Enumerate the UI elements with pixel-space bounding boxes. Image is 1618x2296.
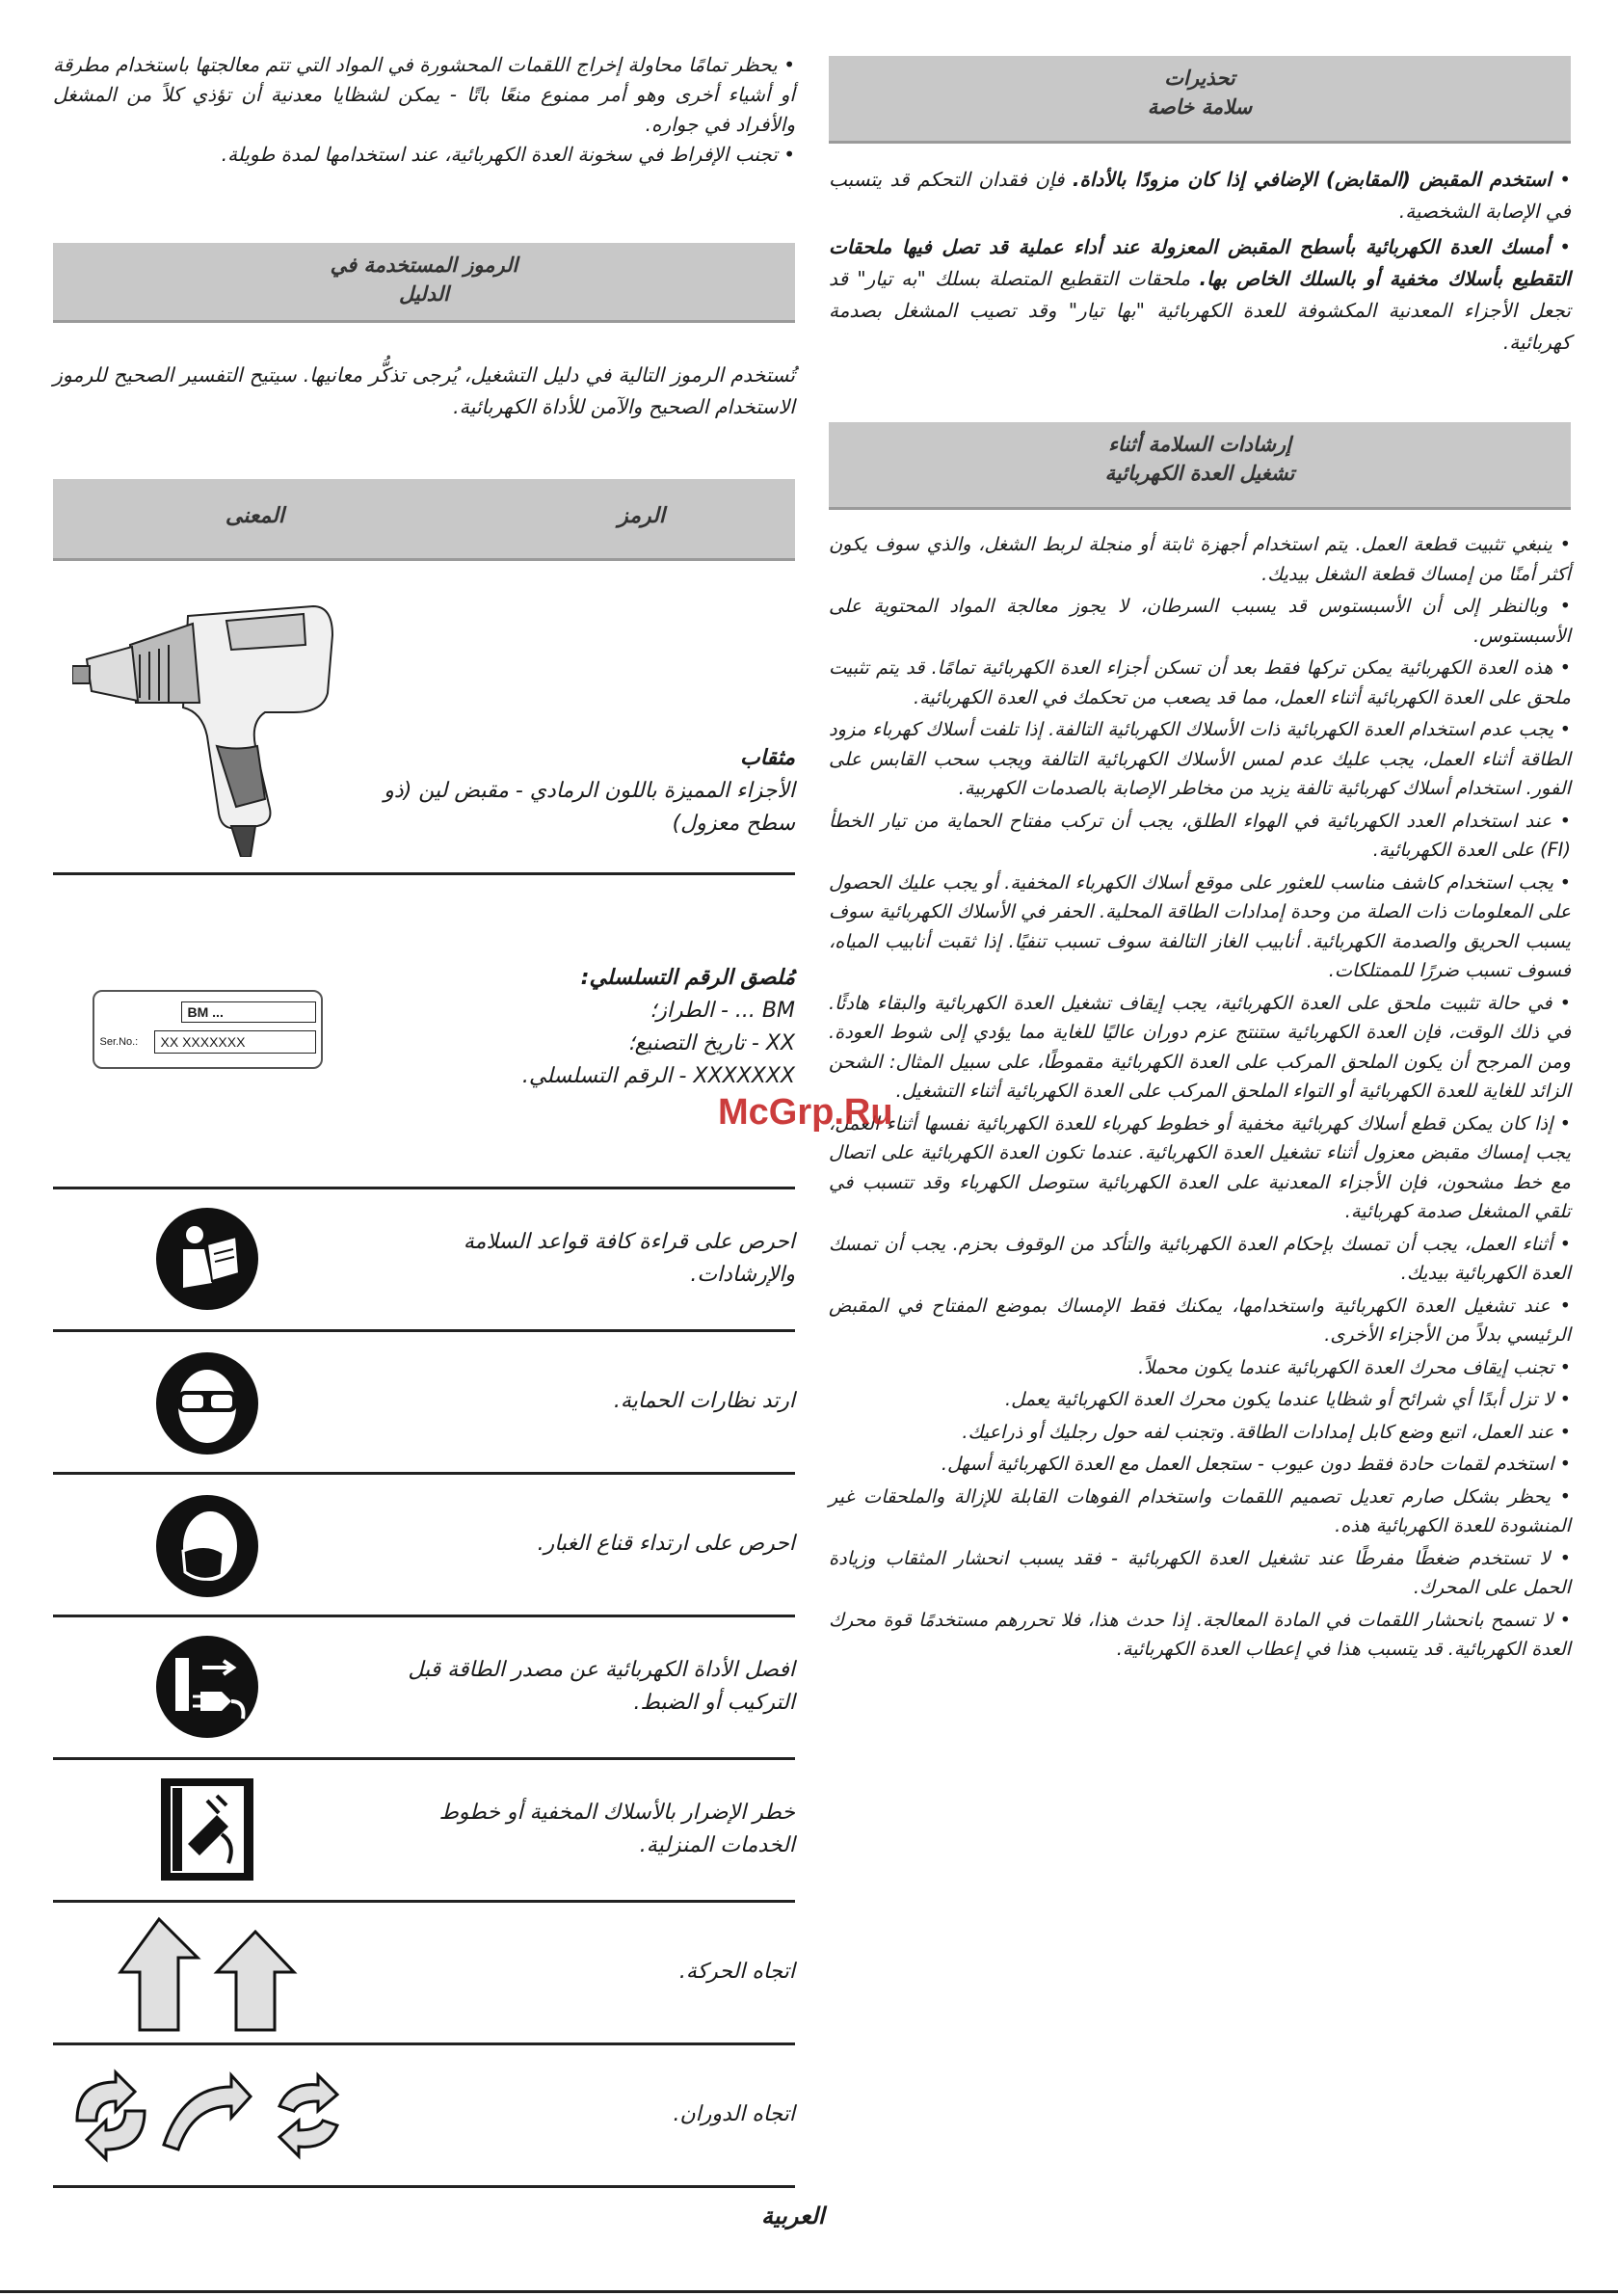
- top-bullet-text: تجنب الإفراط في سخونة العدة الكهربائية، عند استخدامها لمدة طويلة.: [221, 143, 778, 166]
- page-language-footer: العربية: [761, 2203, 825, 2229]
- direction-arrows-icon: [53, 1914, 361, 2035]
- warning-bold: استخدم المقبض (المقابض) الإضافي إذا كان مزودًا بالأداة.: [1072, 168, 1552, 191]
- table-row: [53, 1617, 795, 1760]
- instruction-text: ينبغي تثبيت قطعة العمل. يتم استخدام أجهزة ثابتة أو منجلة لربط الشغل، والذي سوف يكون أكثر أمنًا من إمساك قطعة الشغل بيديك.: [829, 533, 1571, 585]
- label-serial-prefix: Ser.No.:: [99, 1036, 139, 1048]
- instruction-text: إذا كان يمكن قطع أسلاك كهربائية مخفية أو خطوط كهرباء للعدة الكهربائية نفسها أثناء العمل، يجب إمساك مقبض معزول أثناء تشغيل العدة الكهربائية. عندما تكون العدة الكهربائية على اتصال مع خط مشحون، فإن الأجزاء المعدنية على العدة الكهربائية ستوصل الكهرباء وقد تتسبب في تلقي المشغل صدمة كهربائية.: [829, 1111, 1571, 1222]
- instruction-item: • يجب عدم استخدام العدة الكهربائية ذات الأسلاك الكهربائية التالفة. إذا تلفت أسلاك كهرباء مزود الطاقة أثناء العمل، يجب عليك عدم لمس الأسلاك الكهربائية التالفة ويجب سحب القابس على الفور. استخدام أسلاك كهربائية تالفة يزيد من مخاطر الإصابة بالصدمات الكهربية.: [829, 718, 1571, 799]
- symbols-header-line2: الدليل: [399, 282, 449, 306]
- header-meaning: المعنى: [225, 504, 284, 528]
- instruction-item: • عند العمل، اتبع وضع كابل إمدادات الطاقة. وتجنب لفه حول رجليك أو ذراعيك.: [962, 1420, 1571, 1443]
- instruction-text: يجب استخدام كاشف مناسب للعثور على موقع أسلاك الكهرباء المخفية. أو يجب عليك الحصول على المعلومات ذات الصلة من وحدة إمدادات الطاقة المحلية. الحفر في الأسلاك الكهربائية سوف يسبب الحريق والصدمة الكهربائية. أنابيب الغاز التالفة سوف تسبب تنفيًا. إذا ثقبت أنابيب المياه، فسوف تسبب ضررًا للممتلكات.: [829, 870, 1571, 981]
- drill-image: [53, 573, 361, 862]
- symbol-meaning: احرص على قراءة كافة قواعد السلامة والإرشادات.: [463, 1230, 795, 1287]
- instruction-item: • لا تستخدم ضغطًا مفرطًا عند تشغيل العدة الكهربائية - فقد يسبب انحشار المثقاب وزيادة الحمل على المحرك.: [829, 1546, 1571, 1598]
- symbol-meaning: ارتد نظارات الحماية.: [613, 1389, 795, 1413]
- watermark: McGrp.Ru: [718, 1092, 893, 1133]
- table-header: [53, 479, 795, 561]
- instructions-header-line1: إرشادات السلامة أثناء: [1108, 433, 1291, 456]
- warning-item: • استخدم المقبض (المقابض) الإضافي إذا كان مزودًا بالأداة. فإن فقدان التحكم قد يتسبب في الإصابة الشخصية.: [829, 168, 1572, 223]
- symbol-meaning: احرص على ارتداء قناع الغبار.: [537, 1532, 795, 1556]
- instruction-text: استخدم لقمات حادة فقط دون عيوب - ستجعل العمل مع العدة الكهربائية أسهل.: [941, 1453, 1554, 1475]
- label-line: XX - تاريخ التصنيع؛: [627, 1031, 795, 1055]
- instruction-item: • عند استخدام العدد الكهربائية في الهواء الطلق، يجب أن تركب مفتاح الحماية من تيار الخطأ (FI) على العدة الكهربائية.: [829, 809, 1571, 861]
- symbol-meaning: خطر الإضرار بالأسلاك المخفية أو خطوط الخدمات المنزلية.: [438, 1801, 795, 1857]
- table-row: [53, 1475, 795, 1617]
- instruction-text: عند العمل، اتبع وضع كابل إمدادات الطاقة. وتجنب لفه حول رجليك أو ذراعيك.: [962, 1420, 1554, 1443]
- label-title: مُلصق الرقم التسلسلي:: [580, 966, 795, 990]
- instruction-text: يجب عدم استخدام العدة الكهربائية ذات الأسلاك الكهربائية التالفة. إذا تلفت أسلاك كهرباء مزود الطاقة أثناء العمل، يجب عليك عدم لمس الأسلاك الكهربائية التالفة ويجب سحب القابس على الفور. استخدام أسلاك كهربائية تالفة يزيد من مخاطر الإصابة بالصدمات الكهربية.: [829, 718, 1571, 799]
- instruction-item: • ينبغي تثبيت قطعة العمل. يتم استخدام أجهزة ثابتة أو منجلة لربط الشغل، والذي سوف يكون أكثر أمنًا من إمساك قطعة الشغل بيديك.: [829, 533, 1571, 585]
- instruction-item: • عند تشغيل العدة الكهربائية واستخدامها، يمكنك فقط الإمساك بموضع المفتاح في المقبض الرئيسي بدلاً من الأجزاء الأخرى.: [829, 1294, 1571, 1346]
- serial-label: [93, 990, 323, 1069]
- top-bullet-item: • يحظر تمامًا محاولة إخراج اللقمات المحشورة في المواد التي تتم معالجتها باستخدام مطرقة أو أشياء أخرى وهو أمر ممنوع منعًا باتًا - يمكن لشظايا معدنية أن تؤذي كلاً من المشغل والأفراد في جواره.: [53, 53, 795, 136]
- unplug-icon: [53, 1629, 361, 1745]
- instruction-item: • لا تسمح بانحشار اللقمات في المادة المعالجة. إذا حدث هذا، فلا تحررهم مستخدمًا قوة محرك العدة الكهربائية. قد يتسبب هذا في إعطاب العدة الكهربائية.: [829, 1608, 1571, 1660]
- instruction-text: هذه العدة الكهربائية يمكن تركها فقط بعد أن تسكن أجزاء العدة الكهربائية تمامًا. قد يتم تثبيت ملحق على العدة الكهربائية أثناء العمل، مما قد يصعب من تحكمك في العدة الكهربائية.: [829, 656, 1571, 708]
- instruction-item: • إذا كان يمكن قطع أسلاك كهربائية مخفية أو خطوط كهرباء للعدة الكهربائية نفسها أثناء العمل، يجب إمساك مقبض معزول أثناء تشغيل العدة الكهربائية. عندما تكون العدة الكهربائية على اتصال مع خط مشحون، فإن الأجزاء المعدنية على العدة الكهربائية ستوصل الكهرباء وقد تتسبب في تلقي المشغل صدمة كهربائية.: [829, 1111, 1571, 1222]
- read-manual-icon: [53, 1201, 361, 1317]
- symbol-meaning: اتجاه الدوران.: [673, 2102, 795, 2126]
- symbol-meaning: اتجاه الحركة.: [678, 1960, 795, 1984]
- rotation-arrows-icon: [53, 2063, 361, 2169]
- warnings-list: [829, 164, 1571, 362]
- drill-description: [381, 742, 795, 841]
- instruction-item: • أثناء العمل، يجب أن تمسك بإحكام العدة الكهربائية والتأكد من الوقوف بحزم. يجب أن تمسك العدة الكهربائية بيديك.: [829, 1232, 1571, 1284]
- table-row: [53, 1332, 795, 1475]
- table-row: [53, 561, 795, 875]
- hidden-wires-icon: [53, 1772, 361, 1887]
- instruction-text: عند تشغيل العدة الكهربائية واستخدامها، يمكنك فقط الإمساك بموضع المفتاح في المقبض الرئيسي بدلاً من الأجزاء الأخرى.: [829, 1294, 1571, 1346]
- table-row: [53, 1760, 795, 1903]
- table-row: [53, 1189, 795, 1332]
- instructions-list: [829, 530, 1571, 1668]
- instruction-text: وبالنظر إلى أن الأسبستوس قد يسبب السرطان، لا يجوز معالجة المواد المحتوية على الأسبستوس.: [829, 595, 1571, 647]
- dust-mask-icon: [53, 1488, 361, 1604]
- instruction-item: • استخدم لقمات حادة فقط دون عيوب - ستجعل العمل مع العدة الكهربائية أسهل.: [941, 1453, 1571, 1475]
- symbols-header-line1: الرموز المستخدمة في: [330, 254, 518, 277]
- top-bullets: [53, 50, 795, 170]
- warnings-header: [829, 56, 1571, 144]
- instructions-header-line2: تشغيل العدة الكهربائية: [1104, 462, 1295, 485]
- instruction-item: • يجب استخدام كاشف مناسب للعثور على موقع أسلاك الكهرباء المخفية. أو يجب عليك الحصول على المعلومات ذات الصلة من وحدة إمدادات الطاقة المحلية. الحفر في الأسلاك الكهربائية سوف يسبب الحريق والصدمة الكهربائية. أنابيب الغاز التالفة سوف تسبب تنفيًا. إذا ثقبت أنابيب المياه، فسوف تسبب ضررًا للممتلكات.: [829, 870, 1571, 981]
- warning-item: • أمسك العدة الكهربائية بأسطح المقبض المعزولة عند أداء عملية قد تصل فيها ملحقات التقطيع بأسلاك مخفية أو بالسلك الخاص بها. ملحقات التقطيع المتصلة بسلك "به تيار" قد تجعل الأجزاء المعدنية المكشوفة للعدة الكهربائية "بها تيار" وقد تصيب المشغل بصدمة كهربائية.: [829, 235, 1571, 354]
- warnings-header-line2: سلامة خاصة: [1147, 95, 1253, 119]
- instruction-item: • وبالنظر إلى أن الأسبستوس قد يسبب السرطان، لا يجوز معالجة المواد المحتوية على الأسبستوس.: [829, 595, 1571, 647]
- symbols-header: [53, 243, 795, 323]
- serial-label-image: [53, 972, 361, 1087]
- instruction-item: • تجنب إيقاف محرك العدة الكهربائية عندما يكون محملاً.: [1138, 1355, 1571, 1378]
- instruction-text: لا تستخدم ضغطًا مفرطًا عند تشغيل العدة الكهربائية - فقد يسبب انحشار المثقاب وزيادة الحمل على المحرك.: [829, 1546, 1571, 1598]
- instruction-text: لا تسمح بانحشار اللقمات في المادة المعالجة. إذا حدث هذا، فلا تحررهم مستخدمًا قوة محرك العدة الكهربائية. قد يتسبب هذا في إعطاب العدة الكهربائية.: [829, 1608, 1571, 1660]
- instructions-header: [829, 422, 1571, 510]
- table-row: [53, 2045, 795, 2188]
- table-row: [53, 1903, 795, 2045]
- instruction-text: تجنب إيقاف محرك العدة الكهربائية عندما يكون محملاً.: [1138, 1355, 1554, 1378]
- instruction-text: أثناء العمل، يجب أن تمسك بإحكام العدة الكهربائية والتأكد من الوقوف بحزم. يجب أن تمسك العدة الكهربائية بيديك.: [829, 1232, 1571, 1284]
- label-serial: XX XXXXXXX: [154, 1030, 316, 1054]
- safety-goggles-icon: [53, 1346, 361, 1461]
- label-line: XXXXXXX - الرقم التسلسلي.: [521, 1064, 795, 1088]
- instruction-item: • لا تزل أبدًا أي شرائح أو شظايا عندما يكون محرك العدة الكهربائية يعمل.: [1005, 1388, 1571, 1410]
- instruction-item: • هذه العدة الكهربائية يمكن تركها فقط بعد أن تسكن أجزاء العدة الكهربائية تمامًا. قد يتم تثبيت ملحق على العدة الكهربائية أثناء العمل، مما قد يصعب من تحكمك في العدة الكهربائية.: [829, 656, 1571, 708]
- warning-text: فإن فقدان التحكم قد يتسبب في الإصابة الشخصية.: [829, 168, 1571, 223]
- symbols-table: [53, 479, 795, 2188]
- top-bullet-text: يحظر تمامًا محاولة إخراج اللقمات المحشورة في المواد التي تتم معالجتها باستخدام مطرقة أو أشياء أخرى وهو أمر ممنوع منعًا باتًا - يمكن لشظايا معدنية أن تؤذي كلاً من المشغل والأفراد في جواره.: [53, 53, 795, 136]
- instruction-text: في حالة تثبيت ملحق على العدة الكهربائية، يجب إيقاف تشغيل العدة الكهربائية والبقاء هادئًا. في ذلك الوقت، فإن العدة الكهربائية ستنتج عزم دوران عاليًا للغاية مما يؤدي إلى شوط العودة. ومن المرجح أن يكون الملحق المركب على العدة الكهربائية مقموطًا، على سبيل المثال: الشحن الزائد للغاية للعدة الكهربائية أو التواء الملحق المركب على العدة الكهربائية أثناء التشغيل.: [829, 991, 1571, 1102]
- label-description: [342, 962, 795, 1093]
- footer-divider: [0, 2290, 1618, 2293]
- instruction-item: • في حالة تثبيت ملحق على العدة الكهربائية، يجب إيقاف تشغيل العدة الكهربائية والبقاء هادئًا. في ذلك الوقت، فإن العدة الكهربائية ستنتج عزم دوران عاليًا للغاية مما يؤدي إلى شوط العودة. ومن المرجح أن يكون الملحق المركب على العدة الكهربائية مقموطًا، على سبيل المثال: الشحن الزائد للغاية للعدة الكهربائية أو التواء الملحق المركب على العدة الكهربائية أثناء التشغيل.: [829, 991, 1571, 1102]
- label-model: BM ...: [181, 1001, 316, 1023]
- symbols-intro: تُستخدم الرموز التالية في دليل التشغيل، يُرجى تذكُّر معانيها. سيتيح التفسير الصحيح للرموز الاستخدام الصحيح والآمن للأداة الكهربائية.: [53, 363, 795, 418]
- top-bullet-item: • تجنب الإفراط في سخونة العدة الكهربائية، عند استخدامها لمدة طويلة.: [221, 143, 795, 166]
- instruction-text: لا تزل أبدًا أي شرائح أو شظايا عندما يكون محرك العدة الكهربائية يعمل.: [1005, 1388, 1554, 1410]
- symbol-meaning: افصل الأداة الكهربائية عن مصدر الطاقة قبل التركيب أو الضبط.: [408, 1658, 795, 1715]
- header-symbol: الرمز: [618, 504, 665, 528]
- instruction-item: • يحظر بشكل صارم تعديل تصميم اللقمات واستخدام الفوهات القابلة للإزالة والملحقات غير المنشودة للعدة الكهربائية هذه.: [829, 1484, 1571, 1536]
- warning-bold: أمسك العدة الكهربائية بأسطح المقبض المعزولة عند أداء عملية قد تصل فيها ملحقات التقطيع بأسلاك مخفية أو بالسلك الخاص بها.: [829, 235, 1571, 290]
- drill-title: مثقاب: [740, 746, 795, 770]
- table-row: [53, 875, 795, 1189]
- instruction-text: عند استخدام العدد الكهربائية في الهواء الطلق، يجب أن تركب مفتاح الحماية من تيار الخطأ (FI) على العدة الكهربائية.: [829, 809, 1571, 861]
- label-line: BM ... - الطراز؛: [650, 999, 795, 1023]
- warning-text: ملحقات التقطيع المتصلة بسلك "به تيار" قد تجعل الأجزاء المعدنية المكشوفة للعدة الكهربائية "بها تيار" وقد تصيب المشغل بصدمة كهربائية.: [829, 267, 1571, 354]
- drill-desc: الأجزاء المميزة باللون الرمادي - مقبض لين (ذو سطح معزول): [384, 779, 795, 836]
- instruction-text: يحظر بشكل صارم تعديل تصميم اللقمات واستخدام الفوهات القابلة للإزالة والملحقات غير المنشودة للعدة الكهربائية هذه.: [829, 1484, 1571, 1536]
- warnings-header-line1: تحذيرات: [1164, 67, 1235, 90]
